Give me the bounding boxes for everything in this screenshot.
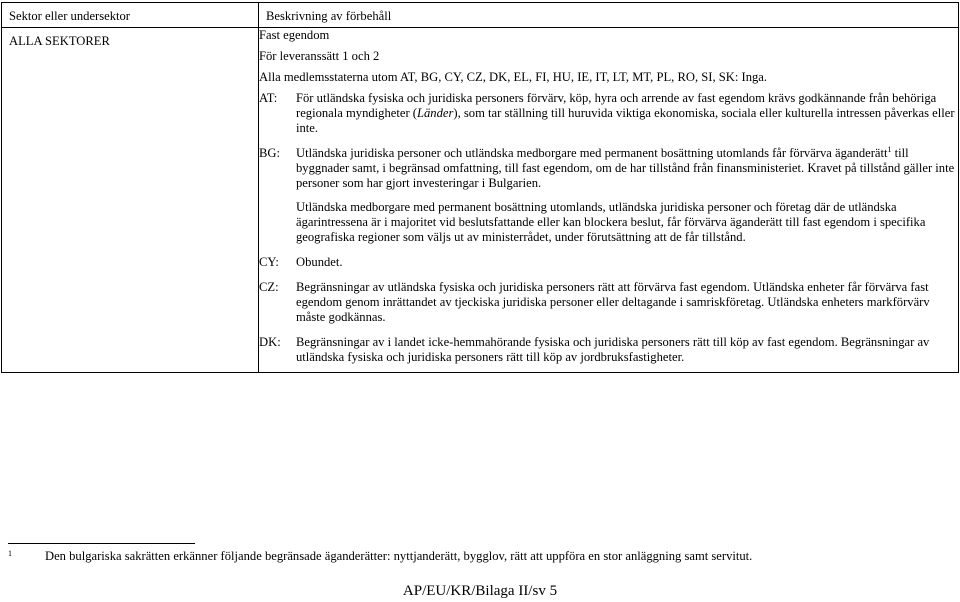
country-entry xyxy=(259,255,958,277)
entry-paragraph xyxy=(296,91,958,136)
paragraph-text: Utländska juridiska personer och utländska medborgare med permanent bosättning utomlands får förvärva äganderätt xyxy=(296,146,888,160)
header-description: Beskrivning av förbehåll xyxy=(259,3,959,28)
footnote-separator xyxy=(8,543,195,544)
country-text xyxy=(296,91,958,143)
country-code: CY: xyxy=(259,255,279,269)
country-entry xyxy=(259,280,958,332)
entry-paragraph xyxy=(296,146,958,191)
paragraph-text: Begränsningar av utländska fysiska och juridiska personers rätt att förvärva fast egendom. Utländska enheter får förvärva fast egendom genom inrättandet av tjeckiska juridiska personer eller deltagande i samriskföretag. Utländska enheters markförvärv måste godkännas. xyxy=(296,280,930,324)
sector-name: ALLA SEKTORER xyxy=(9,34,110,48)
entry-paragraph xyxy=(296,280,958,325)
country-text xyxy=(296,146,958,252)
description-line: För leveranssätt 1 och 2 xyxy=(259,49,380,63)
country-entry xyxy=(259,146,958,252)
footnote-reference: 1 xyxy=(887,144,892,154)
sector-cell xyxy=(2,28,259,373)
paragraph-text: Utländska medborgare med permanent bosättning utomlands, utländska juridiska personer och företag där de utländska ägarintressena är i majoritet vid beslutsfattande eller kan blockera beslut, får förvärva äganderätt till fast egendom i specifika geografiska regioner som väljs ut av ministerrådet, under förutsättning att de får tillstånd. xyxy=(296,200,926,244)
table-header-row xyxy=(2,3,959,28)
country-code: AT: xyxy=(259,91,278,105)
paragraph-text-continued: ), som tar ställning till huruvida viktiga ekonomiska, sociala eller kulturella intressen påverkas eller inte. xyxy=(296,106,955,135)
entry-paragraph xyxy=(296,200,958,245)
footnote-text: Den bulgariska sakrätten erkänner följande begränsade äganderätter: nyttjanderätt, bygglov, rätt att uppföra en stor anläggning samt servitut. xyxy=(45,549,753,563)
country-text xyxy=(296,255,958,277)
country-text xyxy=(296,335,958,372)
footnote-mark: 1 xyxy=(8,549,12,558)
country-text xyxy=(296,280,958,332)
entry-paragraph xyxy=(296,335,958,365)
country-code: BG: xyxy=(259,146,280,160)
country-code: CZ: xyxy=(259,280,279,294)
entry-paragraph xyxy=(296,255,958,270)
country-entries xyxy=(259,91,958,372)
paragraph-text-continued: till byggnader samt, i begränsad omfattning, till fast egendom, om de har tillstånd från finansministeriet. Kravet på tillstånd gäller inte personer som har gjort investeringar i Bulgarien. xyxy=(296,146,955,190)
description-line: Alla medlemsstaterna utom AT, BG, CY, CZ, DK, EL, FI, HU, IE, IT, LT, MT, PL, RO, SI, SK: Inga. xyxy=(259,70,768,84)
table-row xyxy=(2,28,959,373)
footnote xyxy=(8,548,948,564)
description-line: Fast egendom xyxy=(259,28,330,42)
country-entry xyxy=(259,335,958,372)
country-code: DK: xyxy=(259,335,281,349)
paragraph-text: Obundet. xyxy=(296,255,343,269)
paragraph-emphasis: Länder xyxy=(417,106,454,120)
paragraph-text: För utländska fysiska och juridiska personers förvärv, köp, hyra och arrende av fast egendom krävs godkännande från behöriga regionala myndigheter ( xyxy=(296,91,937,120)
country-entry xyxy=(259,91,958,143)
header-sector: Sektor eller undersektor xyxy=(2,3,259,28)
description-lines xyxy=(259,28,958,85)
paragraph-text: Begränsningar av i landet icke-hemmahörande fysiska och juridiska personers rätt till köp av fast egendom. Begränsningar av utländska fysiska och juridiska personers rätt till köp av jordbruksfastigheter. xyxy=(296,335,930,364)
reservation-table xyxy=(1,2,959,373)
page-reference: AP/EU/KR/Bilaga II/sv 5 xyxy=(402,583,558,599)
description-cell xyxy=(259,28,959,373)
